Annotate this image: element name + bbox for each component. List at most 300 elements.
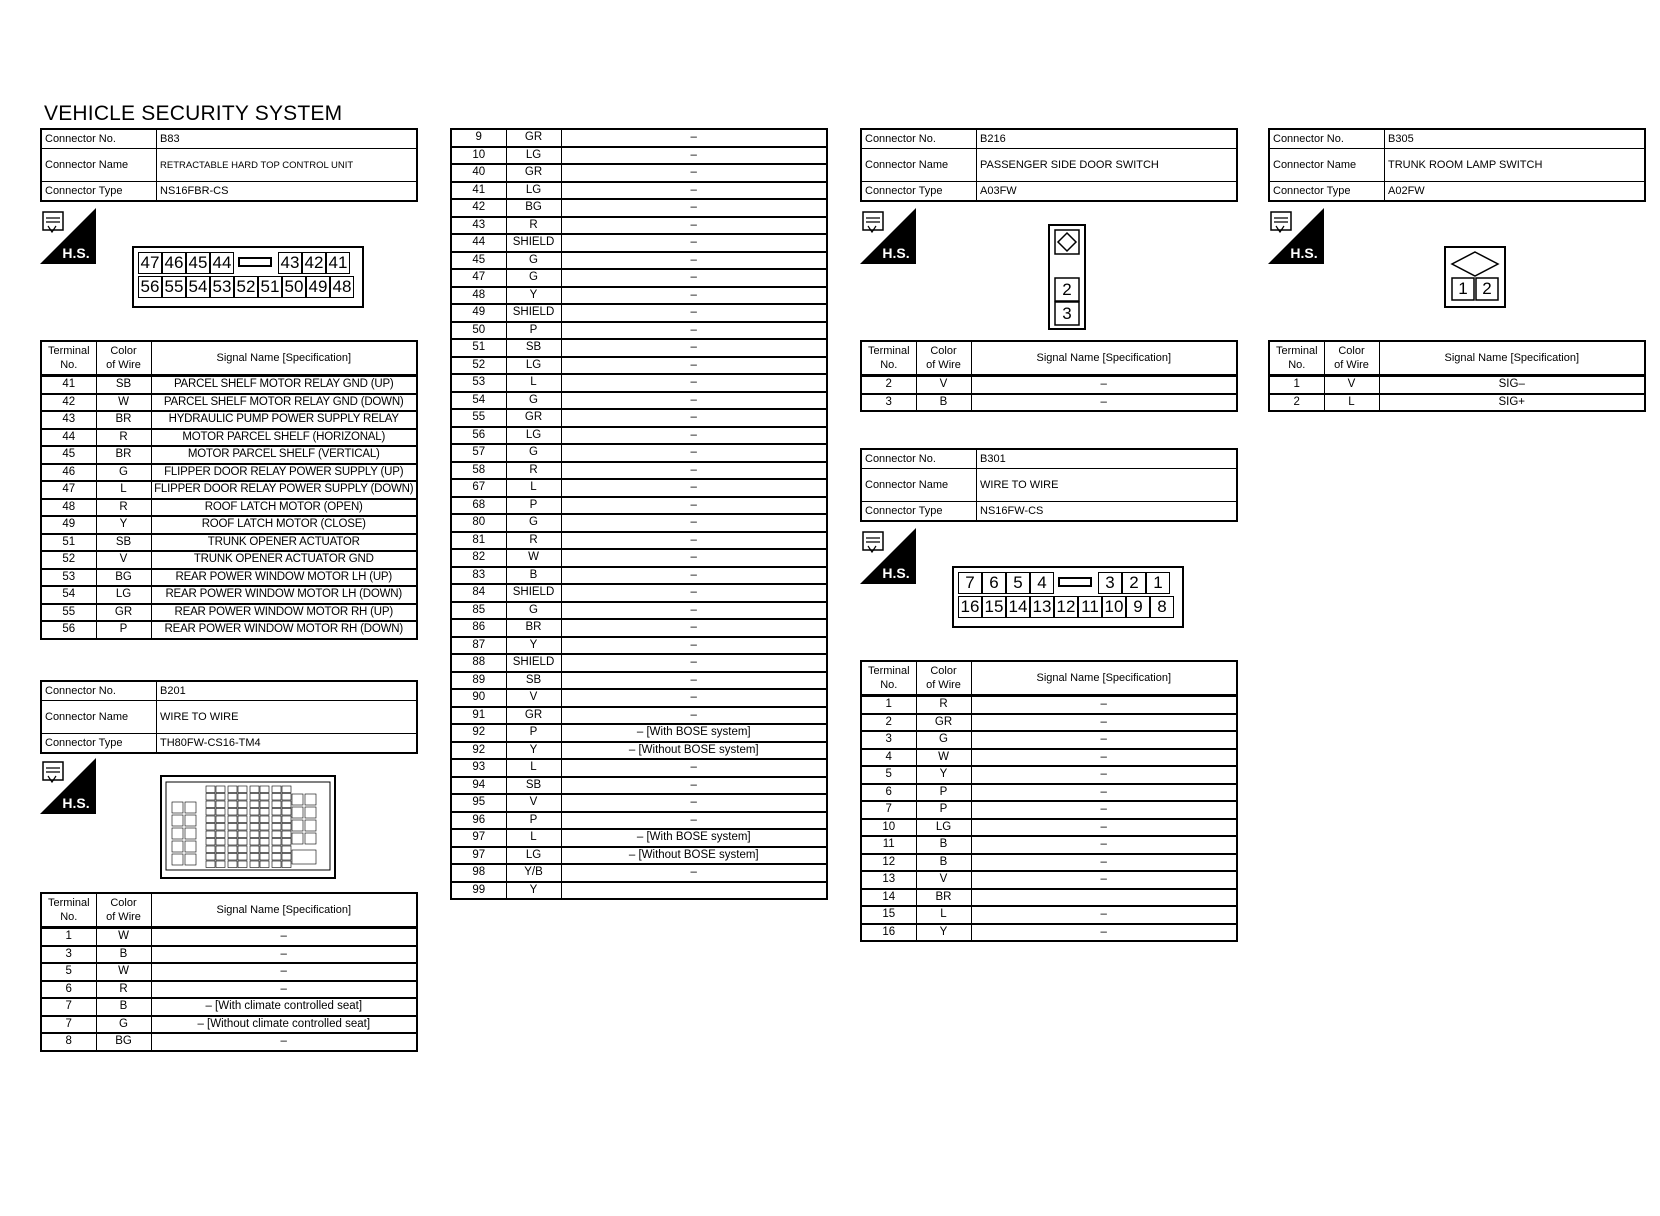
b83-row [41,499,417,517]
connector-cavity [238,809,247,816]
terminal-no: 7 [861,801,916,819]
wire-color: V [506,689,561,707]
connector-cavity [216,831,225,838]
terminal-no: 96 [451,812,506,830]
connector-cavity [250,839,259,846]
connector-cavity [238,801,247,808]
connector-cavity [228,831,237,838]
connector-cavity [272,809,281,816]
signal-name: – [561,304,827,322]
connector-pin: 3 [1098,572,1122,594]
signal-name: – [561,322,827,340]
signal-name: – [Without BOSE system] [561,847,827,865]
connector-pin: 13 [1030,596,1054,618]
terminal-no: 89 [451,672,506,690]
b301-row [861,714,1237,732]
wire-color: GR [916,714,971,732]
svg-text:H.S.: H.S. [1290,245,1318,261]
connector-cavity [305,820,316,831]
connector-cavity [216,846,225,853]
connector-cavity [260,809,269,816]
connector-pin: 47 [138,252,162,274]
wire-color: SB [96,376,151,394]
wire-color: R [96,429,151,447]
wire-color: R [916,696,971,714]
terminal-no: 84 [451,584,506,602]
wire-color: Y [916,924,971,942]
terminal-no: 5 [41,963,96,981]
connector-pin: 51 [258,276,282,298]
signal-name: – [971,924,1237,942]
connector-cavity [238,816,247,823]
signal-name: – [561,549,827,567]
terminal-no: 1 [1269,376,1324,394]
wire-color: B [96,998,151,1016]
signal-name: – [Without BOSE system] [561,742,827,760]
terminal-no: 2 [1269,394,1324,412]
connector-pin: 45 [186,252,210,274]
connector-cavity [216,816,225,823]
connector-cavity [206,801,215,808]
b201-row [451,427,827,445]
connector-pin: 43 [278,252,302,274]
b83-row [41,429,417,447]
connector-type-label: Connector Type [41,182,157,202]
wire-color: R [96,981,151,999]
b216-connector-name: PASSENGER SIDE DOOR SWITCH [977,149,1238,182]
b83-row [41,621,417,639]
connector-pin: 10 [1102,596,1126,618]
terminal-no: 86 [451,619,506,637]
terminal-header: Terminal No. [41,341,96,376]
signal-name: – [561,602,827,620]
wire-color: G [506,444,561,462]
wire-color: BR [96,411,151,429]
signal-name: – [With BOSE system] [561,829,827,847]
signal-name: – [561,514,827,532]
terminal-no: 81 [451,532,506,550]
b201-row [451,812,827,830]
connector-cavity [250,824,259,831]
terminal-no: 11 [861,836,916,854]
connector-cavity [305,794,316,805]
signal-name: – [561,497,827,515]
connector-cavity [250,861,259,868]
wire-color: B [916,394,971,412]
wire-color: L [506,374,561,392]
terminal-no: 46 [41,464,96,482]
signal-header: Signal Name [Specification] [971,661,1237,696]
wire-color: R [506,462,561,480]
connector-cavity [272,831,281,838]
b201-row [451,252,827,270]
connector-cavity [282,861,291,868]
terminal-no: 87 [451,637,506,655]
b305-info-table [1268,128,1646,202]
wire-color: BR [506,619,561,637]
b201-row [451,532,827,550]
connector-cavity [206,831,215,838]
b201-row [451,549,827,567]
wire-color: LG [506,427,561,445]
wire-color: L [506,479,561,497]
connector-cavity [172,854,183,865]
signal-header: Signal Name [Specification] [151,893,417,928]
wire-color: G [506,392,561,410]
wire-color: P [916,801,971,819]
signal-name: – [561,392,827,410]
wire-color: Y [506,637,561,655]
wire-color: G [506,269,561,287]
connector-no-label: Connector No. [1269,129,1385,149]
connector-cavity [185,828,196,839]
signal-name: – [561,812,827,830]
connector-pin: 9 [1126,596,1150,618]
b305-row [1269,376,1645,394]
connector-cavity [272,854,281,861]
wire-color: W [916,749,971,767]
signal-name: – [151,963,417,981]
connector-cavity [260,861,269,868]
connector-cavity [206,861,215,868]
connector-pin: 8 [1150,596,1174,618]
terminal-no: 53 [451,374,506,392]
connector-cavity [228,824,237,831]
terminal-no: 54 [451,392,506,410]
wire-color: BG [96,569,151,587]
wire-color: Y/B [506,864,561,882]
connector-cavity [206,786,215,793]
connector-type-label: Connector Type [861,502,977,522]
b201-connector-no: B201 [157,681,418,701]
connector-pin: 1 [1146,572,1170,594]
b301-row [861,836,1237,854]
terminal-no: 40 [451,164,506,182]
signal-name: REAR POWER WINDOW MOTOR LH (DOWN) [151,586,417,604]
b301-connector-no: B301 [977,449,1238,469]
connector-cavity [216,809,225,816]
connector-cavity [272,786,281,793]
connector-cavity [228,861,237,868]
wire-color: V [1324,376,1379,394]
wire-color: SB [506,672,561,690]
color-header: Color of Wire [96,341,151,376]
signal-name: – [561,532,827,550]
b305-terminal-table [1268,340,1646,412]
wire-color: P [506,724,561,742]
wire-color: SHIELD [506,584,561,602]
color-header: Color of Wire [916,661,971,696]
terminal-no: 10 [451,147,506,165]
signal-name: – [971,784,1237,802]
signal-name: – [561,777,827,795]
signal-name: TRUNK OPENER ACTUATOR [151,534,417,552]
terminal-no: 56 [41,621,96,639]
harness-side-icon [860,528,916,584]
connector-pin: 2 [1122,572,1146,594]
connector-pin: 12 [1054,596,1078,618]
signal-name: – [561,794,827,812]
wire-color: R [96,499,151,517]
connector-cavity [172,815,183,826]
wire-color: SHIELD [506,654,561,672]
terminal-no: 49 [41,516,96,534]
b201-row [451,777,827,795]
wire-color: G [916,731,971,749]
terminal-no: 10 [861,819,916,837]
b216-info-table [860,128,1238,202]
terminal-no: 51 [41,534,96,552]
connector-cavity [238,831,247,838]
connector-cavity [185,841,196,852]
connector-cavity [228,816,237,823]
b201-row [451,689,827,707]
b301-row [861,731,1237,749]
wire-color: L [96,481,151,499]
signal-header: Signal Name [Specification] [1379,341,1645,376]
terminal-no: 3 [861,394,916,412]
connector-cavity [282,831,291,838]
connector-pin: 53 [210,276,234,298]
b83-row [41,411,417,429]
signal-name: REAR POWER WINDOW MOTOR RH (UP) [151,604,417,622]
b83-connector-face [132,246,364,308]
wire-color: SHIELD [506,304,561,322]
connector-cavity [185,802,196,813]
signal-name: – [971,766,1237,784]
wire-color: BR [96,446,151,464]
connector-pin: 41 [326,252,350,274]
terminal-no: 3 [41,946,96,964]
signal-name: MOTOR PARCEL SHELF (VERTICAL) [151,446,417,464]
signal-name: FLIPPER DOOR RELAY POWER SUPPLY (DOWN) [151,481,417,499]
b201-row [451,882,827,900]
signal-name: – [561,199,827,217]
svg-text:H.S.: H.S. [882,565,910,581]
signal-header: Signal Name [Specification] [151,341,417,376]
wire-color: V [506,794,561,812]
terminal-no: 53 [41,569,96,587]
connector-cavity [206,854,215,861]
connector-key [234,252,278,274]
wire-color: G [506,252,561,270]
b201-row [451,287,827,305]
connector-no-label: Connector No. [861,129,977,149]
b83-row [41,569,417,587]
wire-color: R [506,217,561,235]
b201-row [451,322,827,340]
b201-row [451,672,827,690]
terminal-no: 48 [451,287,506,305]
wire-color: P [506,322,561,340]
signal-name: – [561,147,827,165]
connector-cavity [216,786,225,793]
terminal-header: Terminal No. [861,661,916,696]
wire-color: L [916,906,971,924]
b201-row [451,602,827,620]
b301-row [861,889,1237,907]
connector-cavity [272,839,281,846]
signal-name: REAR POWER WINDOW MOTOR LH (UP) [151,569,417,587]
svg-text:H.S.: H.S. [62,795,90,811]
b201-row [451,182,827,200]
b201-row [41,998,417,1016]
terminal-no: 42 [41,394,96,412]
signal-name: – [561,409,827,427]
connector-cavity [185,854,196,865]
terminal-no: 95 [451,794,506,812]
harness-side-icon [1268,208,1324,264]
terminal-header: Terminal No. [41,893,96,928]
signal-header: Signal Name [Specification] [971,341,1237,376]
signal-name: – [561,707,827,725]
b83-connector-name: RETRACTABLE HARD TOP CONTROL UNIT [157,149,418,182]
connector-name-label: Connector Name [41,701,157,734]
b201-connector-face [160,772,336,882]
connector-cavity [282,809,291,816]
b201-connector-name: WIRE TO WIRE [157,701,418,734]
signal-name: – [971,714,1237,732]
connector-cavity [260,846,269,853]
b216-pin-2: 2 [1062,280,1072,299]
b301-connector-type: NS16FW-CS [977,502,1238,522]
connector-cavity [206,794,215,801]
b83-row [41,376,417,394]
wire-color: P [506,497,561,515]
connector-pin: 48 [330,276,354,298]
wire-color: SB [506,777,561,795]
connector-cavity [228,801,237,808]
terminal-no: 54 [41,586,96,604]
terminal-no: 45 [41,446,96,464]
b201-row [451,567,827,585]
b201-row [451,357,827,375]
connector-cavity [282,794,291,801]
b301-terminal-table [860,660,1238,942]
terminal-no: 52 [451,357,506,375]
connector-cavity [250,846,259,853]
connector-cavity [250,801,259,808]
wire-color: LG [96,586,151,604]
connector-cavity [272,794,281,801]
wire-color: B [916,854,971,872]
signal-name: – [561,287,827,305]
connector-cavity [272,801,281,808]
b201-row [451,234,827,252]
connector-cavity [250,816,259,823]
b216-pin-3: 3 [1062,304,1072,323]
connector-cavity [292,807,303,818]
signal-name: – [561,269,827,287]
connector-cavity [185,815,196,826]
connector-pin: 16 [958,596,982,618]
b305-row [1269,394,1645,412]
terminal-no: 97 [451,829,506,847]
b83-connector-no: B83 [157,129,418,149]
connector-cavity [272,861,281,868]
connector-cavity [250,854,259,861]
signal-name: – [561,217,827,235]
connector-cavity [206,846,215,853]
signal-name: HYDRAULIC PUMP POWER SUPPLY RELAY [151,411,417,429]
signal-name [561,882,827,900]
signal-name: – [971,854,1237,872]
b201-row [451,479,827,497]
wire-color: LG [506,357,561,375]
wire-color: GR [96,604,151,622]
signal-name: – [561,619,827,637]
b301-row [861,784,1237,802]
signal-name: – [561,374,827,392]
b201-row [41,928,417,946]
connector-cavity [206,809,215,816]
connector-no-label: Connector No. [41,681,157,701]
terminal-no: 8 [41,1033,96,1051]
b301-row [861,696,1237,714]
connector-cavity [216,854,225,861]
connector-cavity [260,824,269,831]
b201-row [451,829,827,847]
terminal-no: 93 [451,759,506,777]
b201-row [451,217,827,235]
b201-row [451,514,827,532]
b83-connector-type: NS16FBR-CS [157,182,418,202]
connector-type-label: Connector Type [861,182,977,202]
terminal-no: 99 [451,882,506,900]
b216-row [861,394,1237,412]
terminal-no: 48 [41,499,96,517]
wire-color: GR [506,129,561,147]
terminal-no: 9 [451,129,506,147]
b305-pin-1: 1 [1458,279,1468,298]
connector-cavity [172,828,183,839]
connector-no-label: Connector No. [41,129,157,149]
terminal-no: 41 [41,376,96,394]
connector-cavity [282,786,291,793]
signal-name: – [971,696,1237,714]
connector-cavity [260,801,269,808]
connector-cavity [292,794,303,805]
terminal-no: 7 [41,998,96,1016]
b201-row [451,147,827,165]
b301-connector-face [952,566,1184,628]
wire-color: P [916,784,971,802]
signal-name: – [151,946,417,964]
b305-connector-type: A02FW [1385,182,1646,202]
b201-info-table [40,680,418,754]
signal-name: – [971,819,1237,837]
b201-row [451,637,827,655]
signal-name: SIG– [1379,376,1645,394]
terminal-no: 6 [41,981,96,999]
wire-color: SB [506,339,561,357]
connector-cavity [292,833,303,844]
signal-name: – [151,928,417,946]
terminal-no: 55 [41,604,96,622]
harness-side-icon [860,208,916,264]
page-title: VEHICLE SECURITY SYSTEM [44,102,343,125]
b83-info-table [40,128,418,202]
signal-name: – [561,672,827,690]
wire-color: Y [916,766,971,784]
terminal-no: 52 [41,551,96,569]
connector-cavity [238,794,247,801]
terminal-no: 43 [41,411,96,429]
terminal-no: 97 [451,847,506,865]
signal-name: – [561,164,827,182]
terminal-no: 57 [451,444,506,462]
terminal-no: 83 [451,567,506,585]
